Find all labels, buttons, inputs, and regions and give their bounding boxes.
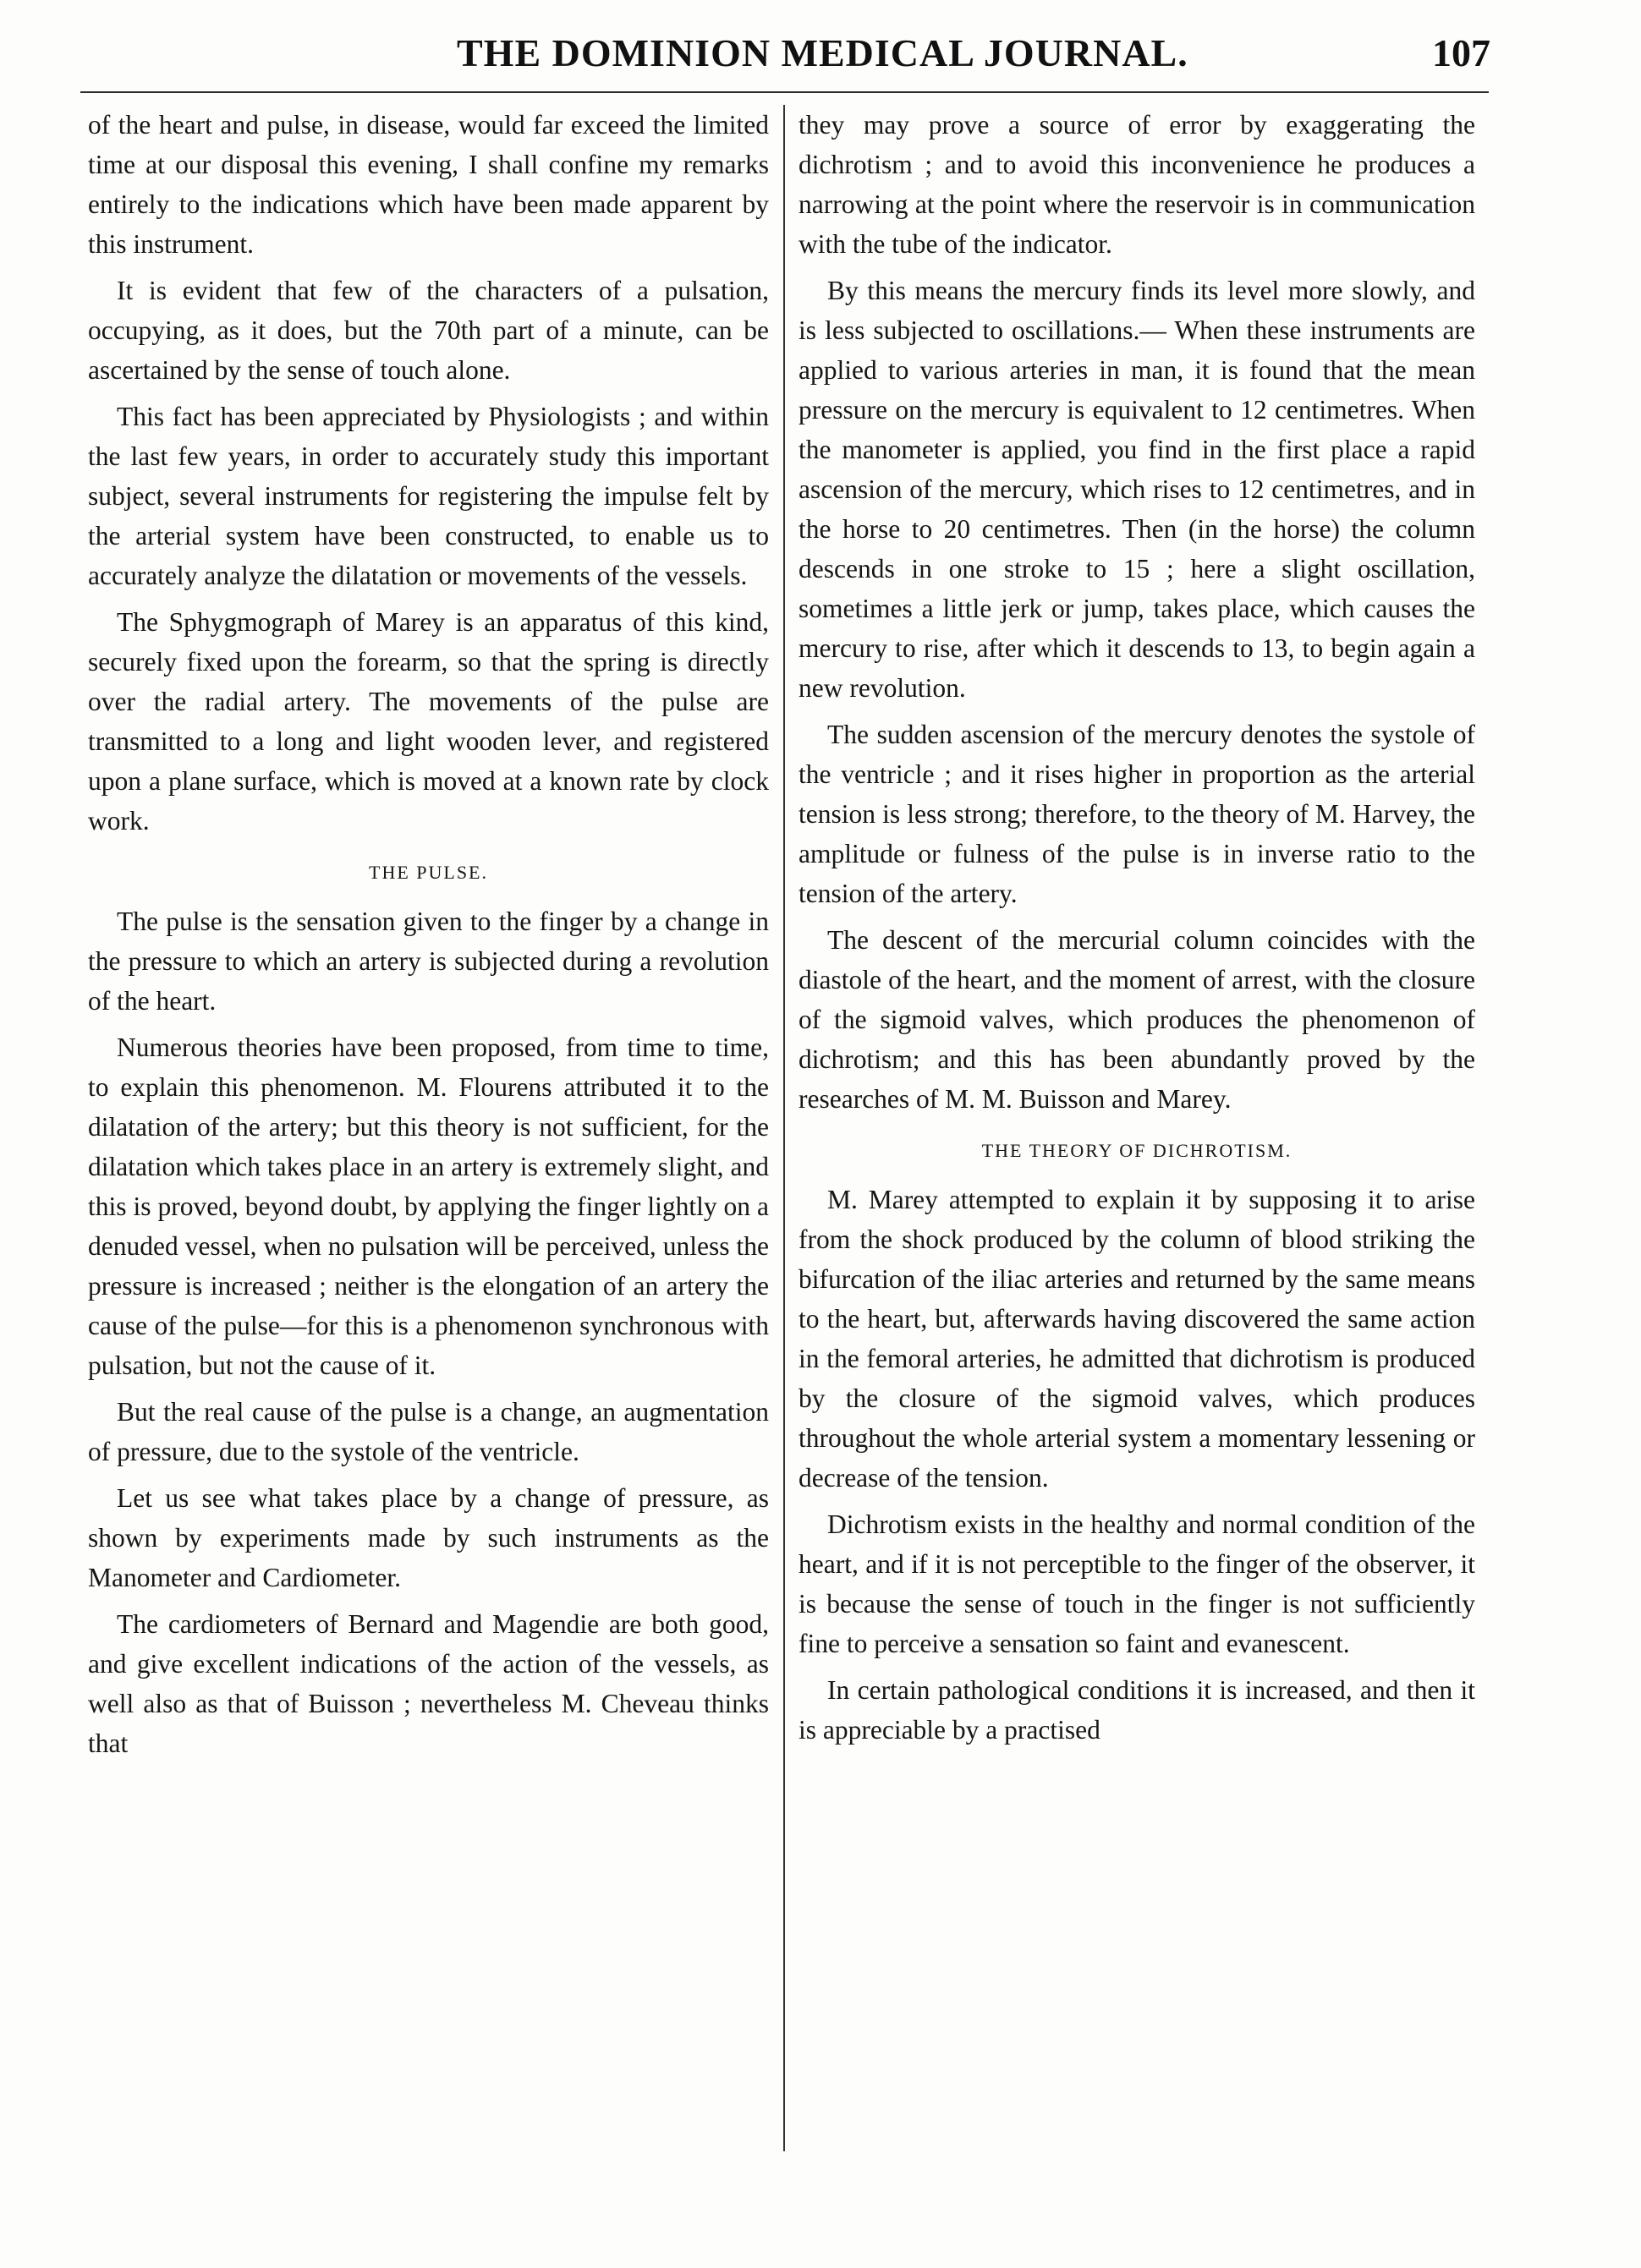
- paragraph: The sudden ascension of the mercury denotes the systole of the ventricle ; and it rises higher in proportion as the arterial tension is less strong; therefore, to the theory of M. Harvey, the amplitude or fulness of the pulse is in inverse ratio to the tension of the artery.: [799, 720, 1475, 908]
- paragraph: Let us see what takes place by a change of pressure, as shown by experiments made by such instruments as the Manometer and Cardiometer.: [88, 1483, 769, 1592]
- paragraph: Dichrotism exists in the healthy and normal condition of the heart, and if it is not perceptible to the finger of the observer, it is because the sense of touch in the finger is not sufficiently fine to perceive a sensation so faint and evanescent.: [799, 1509, 1475, 1658]
- right-column: [799, 105, 1475, 1756]
- paragraph: In certain pathological conditions it is increased, and then it is appreciable by a practised: [799, 1675, 1475, 1745]
- paragraph: they may prove a source of error by exaggerating the dichrotism ; and to avoid this inconvenience he produces a narrowing at the point where the reservoir is in communication with the tube of the indicator.: [799, 110, 1475, 259]
- journal-title: THE DOMINION MEDICAL JOURNAL.: [457, 31, 1188, 74]
- paragraph: M. Marey attempted to explain it by supposing it to arise from the shock produced by the column of blood striking the bifurcation of the iliac arteries and returned by the same means to the heart, but, afterwards having discovered the same action in the femoral arteries, he admitted that dichrotism is produced by the closure of the sigmoid valves, which produces throughout the whole arterial system a momentary lessening or decrease of the tension.: [799, 1185, 1475, 1493]
- paragraph: The descent of the mercurial column coincides with the diastole of the heart, and the moment of arrest, with the closure of the sigmoid valves, which produces the phenomenon of dichrotism; and this has been abundantly proved by the researches of M. M. Buisson and Marey.: [799, 925, 1475, 1114]
- paragraph: The pulse is the sensation given to the finger by a change in the pressure to which an artery is subjected during a revolution of the heart.: [88, 907, 769, 1016]
- paragraph: But the real cause of the pulse is a change, an augmentation of pressure, due to the systole of the ventricle.: [88, 1397, 769, 1466]
- paragraph: By this means the mercury finds its level more slowly, and is less subjected to oscillations.— When these instruments are applied to various arteries in man, it is found that the mean pressure on the mercury is equivalent to 12 centimetres. When the manometer is applied, you find in the first place a rapid ascension of the mercury, which rises to 12 centimetres, and in the horse to 20 centimetres. Then (in the horse) the column descends in one stroke to 15 ; here a slight oscillation, sometimes a little jerk or jump, takes place, which causes the mercury to rise, after which it descends to 13, to begin again a new revolution.: [799, 276, 1475, 703]
- paragraph: The Sphygmograph of Marey is an apparatus of this kind, securely fixed upon the forearm, so that the spring is directly over the radial artery. The movements of the pulse are transmitted to a long and light wooden lever, and registered upon a plane surface, which is moved at a known rate by clock work.: [88, 607, 769, 835]
- paragraph: This fact has been appreciated by Physiologists ; and within the last few years, in order to accurately study this important subject, several instruments for registering the impulse felt by the arterial system have been constructed, to enable us to accurately analyze the dilatation or movements of the vessels.: [88, 402, 769, 590]
- paragraph: of the heart and pulse, in disease, would far exceed the limited time at our disposal this evening, I shall confine my remarks entirely to the indications which have been made apparent by this instrument.: [88, 110, 769, 259]
- paragraph: Numerous theories have been proposed, from time to time, to explain this phenomenon. M. Flourens attributed it to the dilatation of the artery; but this theory is not sufficient, for the dilatation which takes place in an artery is extremely slight, and this is proved, beyond doubt, by applying the finger lightly on a denuded vessel, when no pulsation will be perceived, unless the pressure is increased ; neither is the elongation of an artery the cause of the pulse—for this is a phenomenon synchronous with pulsation, but not the cause of it.: [88, 1033, 769, 1380]
- left-column: [88, 105, 769, 1770]
- section-heading-dichrotism: THE THEORY OF DICHROTISM.: [981, 1140, 1292, 1161]
- section-heading-pulse: THE PULSE.: [369, 862, 488, 883]
- paragraph: The cardiometers of Bernard and Magendie are both good, and give excellent indications of the action of the vessels, as well also as that of Buisson ; nevertheless M. Cheveau thinks that: [88, 1609, 769, 1758]
- paragraph: It is evident that few of the characters of a pulsation, occupying, as it does, but the 70th part of a minute, can be ascertained by the sense of touch alone.: [88, 276, 769, 385]
- page-number: 107: [1432, 31, 1490, 74]
- running-head: [0, 24, 1641, 74]
- column-divider: [783, 105, 785, 2151]
- header-rule: [80, 91, 1489, 93]
